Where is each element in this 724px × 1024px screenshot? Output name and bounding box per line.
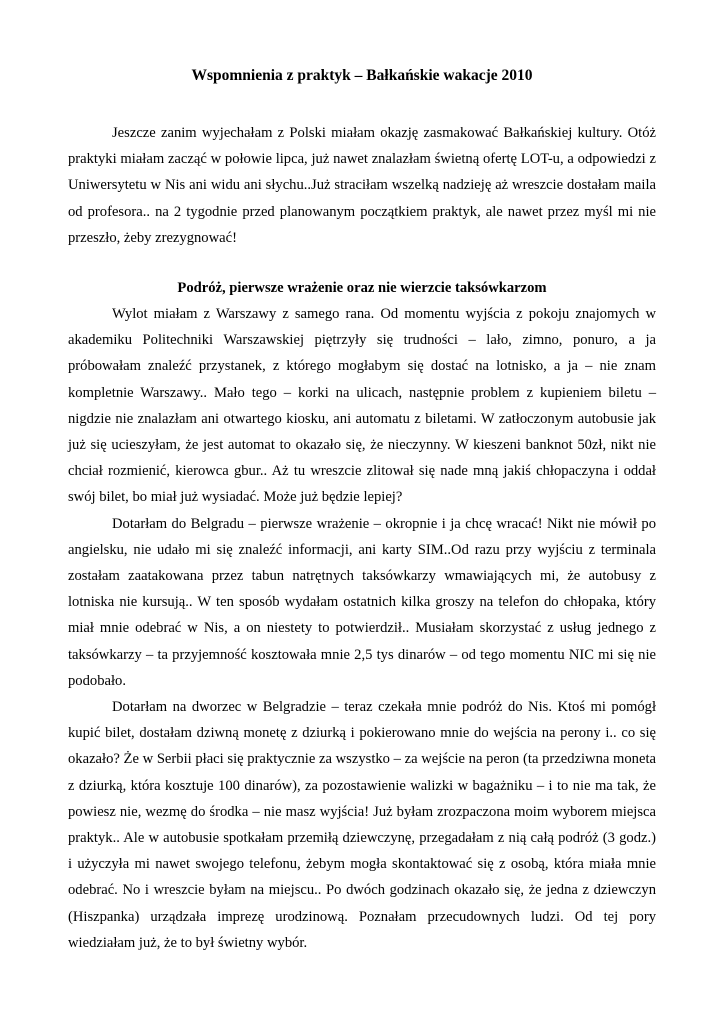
paragraph-1: Wylot miałam z Warszawy z samego rana. Od momentu wyjścia z pokoju znajomych w akademiku Politechniki Warszawskiej piętrzyły się trudności – lało, zimno, ponuro, a ja próbowałam znaleźć przystanek, z którego mogłabym się dostać na lotnisko, a ja – nie znam kompletnie Warszawy.. Mało tego – korki na ulicach, następnie problem z kupieniem biletu – nigdzie nie znalazłam ani otwartego kiosku, ani automatu z biletami. W zatłoczonym autobusie jak już się ucieszyłam, że jest automat to okazało się, że nieczynny. W kieszeni banknot 50zł, nikt nie chciał rozmienić, kierowca gbur.. Aż tu wreszcie zlitował się nade mną jakiś chłopaczyna i oddał swój bilet, bo miał już wysiadać. Może już będzie lepiej? — [68, 306, 656, 506]
document-title: Wspomnienia z praktyk – Bałkańskie wakacje 2010 — [191, 67, 533, 84]
intro-paragraph: Jeszcze zanim wyjechałam z Polski miałam okazję zasmakować Bałkańskiej kultury. Otóż praktyki miałam zacząć w połowie lipca, już nawet znalazłam świetną ofertę LOT-u, a odpowiedzi z Uniwersytetu w Nis ani widu ani słychu..Już straciłam wszelką nadzieję aż wreszcie dostałam maila od profesora.. na 2 tygodnie przed planowanym początkiem praktyk, ale nawet przez myśl mi nie przeszło, żeby zrezygnować! — [68, 125, 656, 246]
paragraph-2: Dotarłam do Belgradu – pierwsze wrażenie – okropnie i ja chcę wracać! Nikt nie mówił po angielsku, nie udało mi się znaleźć informacji, ani karty SIM..Od razu przy wyjściu z terminala zostałam zaatakowana przez tabun natrętnych taksówkarzy wmawiających mi, że autobusy z lotniska nie kursują.. W ten sposób wydałam ostatnich kilka groszy na telefon do chłopaka, który miał mnie odebrać w Nis, a on niestety to potwierdził.. Musiałam skorzystać z usług jednego z taksówkarzy – ta przyjemność kosztowała mnie 2,5 tys dinarów – od tego momentu NIC mi się nie podobało. — [68, 515, 656, 689]
paragraph-3: Dotarłam na dworzec w Belgradzie – teraz czekała mnie podróż do Nis. Ktoś mi pomógł kupić bilet, dostałam dziwną monetę z dziurką i pokierowano mnie do wejścia na perony i.. co się okazało? Że w Serbii płaci się praktycznie za wszystko – za wejście na peron (ta przedziwna moneta z dziurką, która kosztuje 100 dinarów), za pozostawienie walizki w bagażniku – i to nie ma tak, że powiesz nie, wezmę do środka – nie masz wyjścia! Już byłam zrozpaczona moim wyborem miejsca praktyk.. Ale w autobusie spotkałam przemiłą dziewczynę, przegadałam z nią całą podróż (3 godz.) i użyczyła mi nawet swojego telefonu, żebym mogła skontaktować się z osobą, która miała mnie odebrać. No i wreszcie byłam na miejscu.. Po dwóch godzinach okazało się, że jedna z dziewczyn (Hiszpanka) urządzała imprezę urodzinową. Poznałam przecudownych ludzi. Od tej pory wiedziałam już, że to był świetny wybór. — [68, 699, 656, 951]
section-title: Podróż, pierwsze wrażenie oraz nie wierzcie taksówkarzom — [177, 280, 547, 297]
document-page — [68, 62, 656, 956]
